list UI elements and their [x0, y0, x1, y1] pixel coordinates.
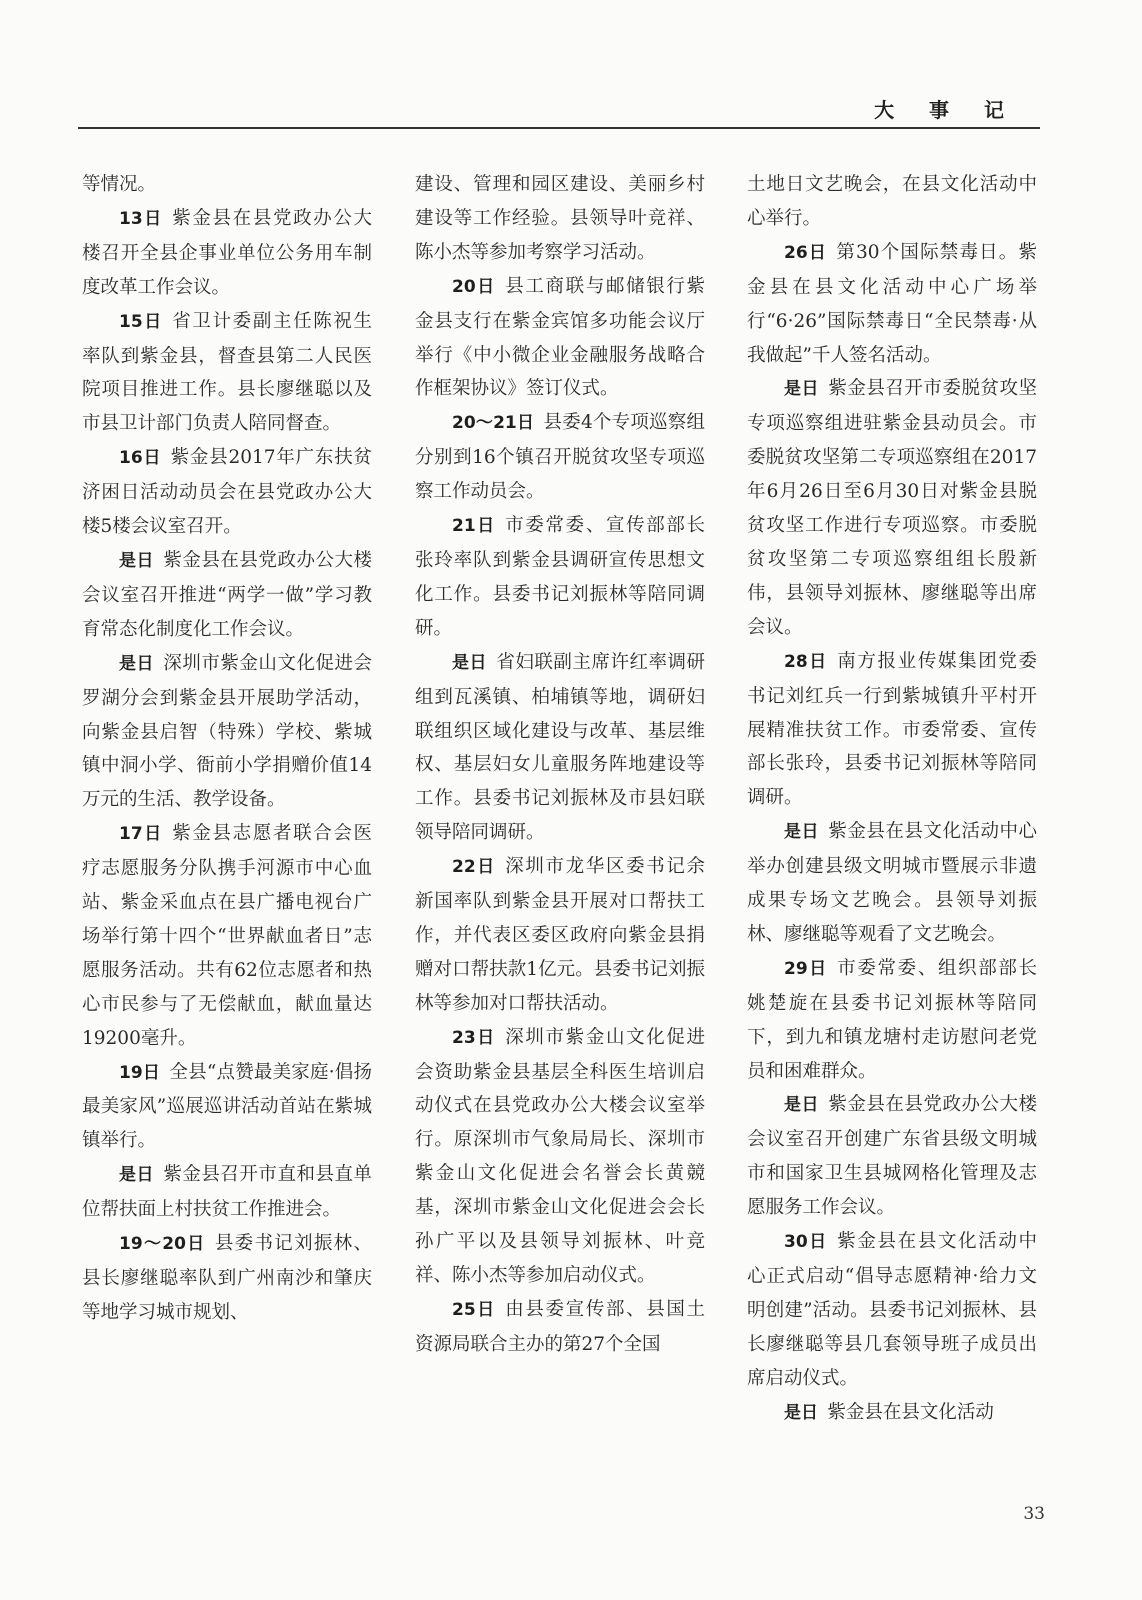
- chronicle-entry: [415, 646, 705, 850]
- entry-date: 是日: [119, 1165, 155, 1186]
- chronicle-entry: [415, 270, 705, 407]
- entry-date: 是日: [784, 379, 820, 400]
- entry-date: 是日: [784, 1095, 820, 1116]
- entry-date: 是日: [452, 652, 488, 673]
- entry-text: 深圳市紫金山文化促进会罗湖分会到紫金县开展助学活动，向紫金县启智（特殊）学校、紫城镇中洞小学、衙前小学捐赠价值14万元的生活、教学设备。: [82, 652, 372, 811]
- entry-text: 深圳市龙华区委书记余新国率队到紫金县开展对口帮扶工作，并代表区委区政府向紫金县捐赠对口帮扶款1亿元。县委书记刘振林等参加对口帮扶活动。: [415, 856, 705, 1014]
- entry-date: 20～21日: [452, 413, 535, 434]
- entry-date: 29日: [784, 958, 828, 979]
- entry-text: 由县委宣传部、县国土资源局联合主办的第27个全国: [415, 1298, 705, 1355]
- entry-date: 是日: [119, 653, 155, 674]
- entry-text: 市委常委、宣传部部长张玲率队到紫金县调研宣传思想文化工作。县委书记刘振林等陪同调研。: [415, 515, 705, 639]
- chronicle-entry: [82, 544, 372, 647]
- chronicle-entry: [82, 1227, 372, 1330]
- page-number: 33: [1023, 1504, 1045, 1524]
- entry-text: 深圳市紫金山文化促进会资助紫金县基层全科医生培训启动仪式在县党政办公大楼会议室举行。原深圳市气象局局长、深圳市紫金山文化促进会名誉会长黄競基，深圳市紫金山文化促进会会长孙广平以及县领导刘振林、叶竞祥、陈小杰等参加启动仪式。: [415, 1026, 705, 1286]
- entry-text: 省卫计委副主任陈祝生率队到紫金县，督查县第二人民医院项目推进工作。县长廖继聪以及市县卫计部门负责人陪同督查。: [82, 310, 372, 435]
- entry-text: 紫金县召开市委脱贫攻坚专项巡察组进驻紫金县动员会。市委脱贫攻坚第二专项巡察组在2017年6月26日至6月30日对紫金县脱贫攻坚工作进行专项巡察。市委脱贫攻坚第二专项巡察组组长殷新伟，县领导刘振林、廖继聪等出席会议。: [747, 378, 1037, 638]
- chronicle-entry: [415, 168, 705, 270]
- chronicle-entry: [415, 406, 705, 509]
- entry-date: 13日: [119, 208, 163, 229]
- entry-date: 30日: [784, 1232, 828, 1253]
- entry-text: 县委书记刘振林、县长廖继聪率队到广州南沙和肇庆等地学习城市规划、: [82, 1233, 372, 1323]
- entry-text: 紫金县在县党政办公大楼会议室召开推进“两学一做”学习教育常态化制度化工作会议。: [82, 549, 372, 640]
- chronicle-entry: [747, 645, 1037, 816]
- entry-text: 县工商联与邮储银行紫金县支行在紫金宾馆多功能会议厅举行《中小微企业金融服务战略合作框架协议》签订仪式。: [415, 275, 705, 400]
- chronicle-entry: [82, 1158, 372, 1227]
- chronicle-entry: [747, 168, 1037, 236]
- entry-text: 紫金县在县文化活动中心举办创建县级文明城市暨展示非遗成果专场文艺晚会。县领导刘振林、廖继聪等观看了文艺晚会。: [747, 821, 1037, 945]
- entry-date: 28日: [784, 651, 828, 672]
- entry-date: 25日: [452, 1299, 496, 1320]
- chronicle-entry: [747, 1396, 1037, 1431]
- entry-date: 是日: [119, 550, 155, 571]
- text-column-1: [82, 168, 372, 1330]
- entry-date: 23日: [452, 1027, 496, 1048]
- chronicle-entry: [747, 1088, 1037, 1225]
- chronicle-entry: [747, 815, 1037, 952]
- text-column-3: [747, 168, 1037, 1431]
- entry-text: 土地日文艺晚会，在县文化活动中心举行。: [747, 174, 1037, 229]
- entry-text: 紫金县召开市直和县直单位帮扶面上村扶贫工作推进会。: [82, 1164, 372, 1221]
- entry-date: 22日: [452, 857, 496, 878]
- chronicle-entry: [82, 305, 372, 442]
- text-column-2: [415, 168, 705, 1362]
- chronicle-entry: [747, 236, 1037, 373]
- chronicle-entry: [415, 509, 705, 646]
- entry-text: 紫金县志愿者联合会医疗志愿服务分队携手河源市中心血站、紫金采血点在县广播电视台广场举行第十四个“世界献血者日”志愿服务活动。共有62位志愿者和热心市民参与了无偿献血，献血量达19200毫升。: [82, 823, 372, 1049]
- chronicle-entry: [82, 202, 372, 305]
- entry-date: 19～20日: [119, 1234, 206, 1255]
- entry-date: 15日: [119, 311, 163, 332]
- entry-date: 16日: [119, 448, 162, 469]
- chronicle-entry: [747, 952, 1037, 1089]
- chronicle-entry: [415, 1021, 705, 1293]
- chronicle-entry: [747, 372, 1037, 644]
- entry-date: 是日: [784, 822, 820, 843]
- entry-text: 紫金县在县党政办公大楼会议室召开创建广东省县级文明城市和国家卫生县城网格化管理及志愿服务工作会议。: [747, 1094, 1037, 1219]
- entry-text: 等情况。: [82, 174, 157, 195]
- entry-text: 市委常委、组织部部长姚楚旋在县委书记刘振林等陪同下，到九和镇龙塘村走访慰问老党员和困难群众。: [747, 957, 1037, 1082]
- entry-text: 县委4个专项巡察组分别到16个镇召开脱贫攻坚专项巡察工作动员会。: [415, 412, 705, 503]
- entry-text: 建设、管理和园区建设、美丽乡村建设等工作经验。县领导叶竞祥、陈小杰等参加考察学习活动。: [415, 174, 705, 263]
- entry-text: 全县“点赞最美家庭·倡扬最美家风”巡展巡讲活动首站在紫城镇举行。: [82, 1061, 372, 1152]
- entry-text: 紫金县在县党政办公大楼召开全县企事业单位公务用车制度改革工作会议。: [82, 207, 372, 298]
- entry-date: 17日: [119, 824, 163, 845]
- entry-text: 紫金县在县文化活动: [827, 1401, 994, 1423]
- chronicle-entry: [82, 441, 372, 544]
- header-rule: [78, 127, 1040, 129]
- chronicle-entry: [82, 1056, 372, 1159]
- chronicle-entry: [415, 1293, 705, 1362]
- chronicle-entry: [82, 817, 372, 1055]
- entry-date: 26日: [784, 242, 828, 263]
- entry-text: 第30个国际禁毒日。紫金县在县文化活动中心广场举行“6·26”国际禁毒日“全民禁毒·从我做起”千人签名活动。: [747, 241, 1037, 366]
- entry-text: 省妇联副主席许红率调研组到瓦溪镇、柏埔镇等地，调研妇联组织区域化建设与改革、基层维权、基层妇女儿童服务阵地建设等工作。县委书记刘振林及市县妇联领导陪同调研。: [415, 651, 705, 844]
- entry-date: 20日: [452, 276, 496, 297]
- chronicle-entry: [415, 850, 705, 1021]
- entry-text: 南方报业传媒集团党委书记刘红兵一行到紫城镇升平村开展精准扶贫工作。市委常委、宣传部长张玲，县委书记刘振林等陪同调研。: [747, 650, 1037, 809]
- chronicle-entry: [82, 647, 372, 818]
- entry-text: 紫金县在县文化活动中心正式启动“倡导志愿精神·给力文明创建”活动。县委书记刘振林、县长廖继聪等县几套领导班子成员出席启动仪式。: [747, 1231, 1037, 1389]
- chronicle-entry: [82, 168, 372, 202]
- entry-date: 21日: [452, 516, 496, 537]
- section-title: 大 事 记: [874, 98, 1018, 122]
- entry-text: 紫金县2017年广东扶贫济困日活动动员会在县党政办公大楼5楼会议室召开。: [82, 447, 372, 538]
- entry-date: 19日: [119, 1062, 161, 1083]
- chronicle-entry: [747, 1225, 1037, 1396]
- entry-date: 是日: [784, 1402, 818, 1423]
